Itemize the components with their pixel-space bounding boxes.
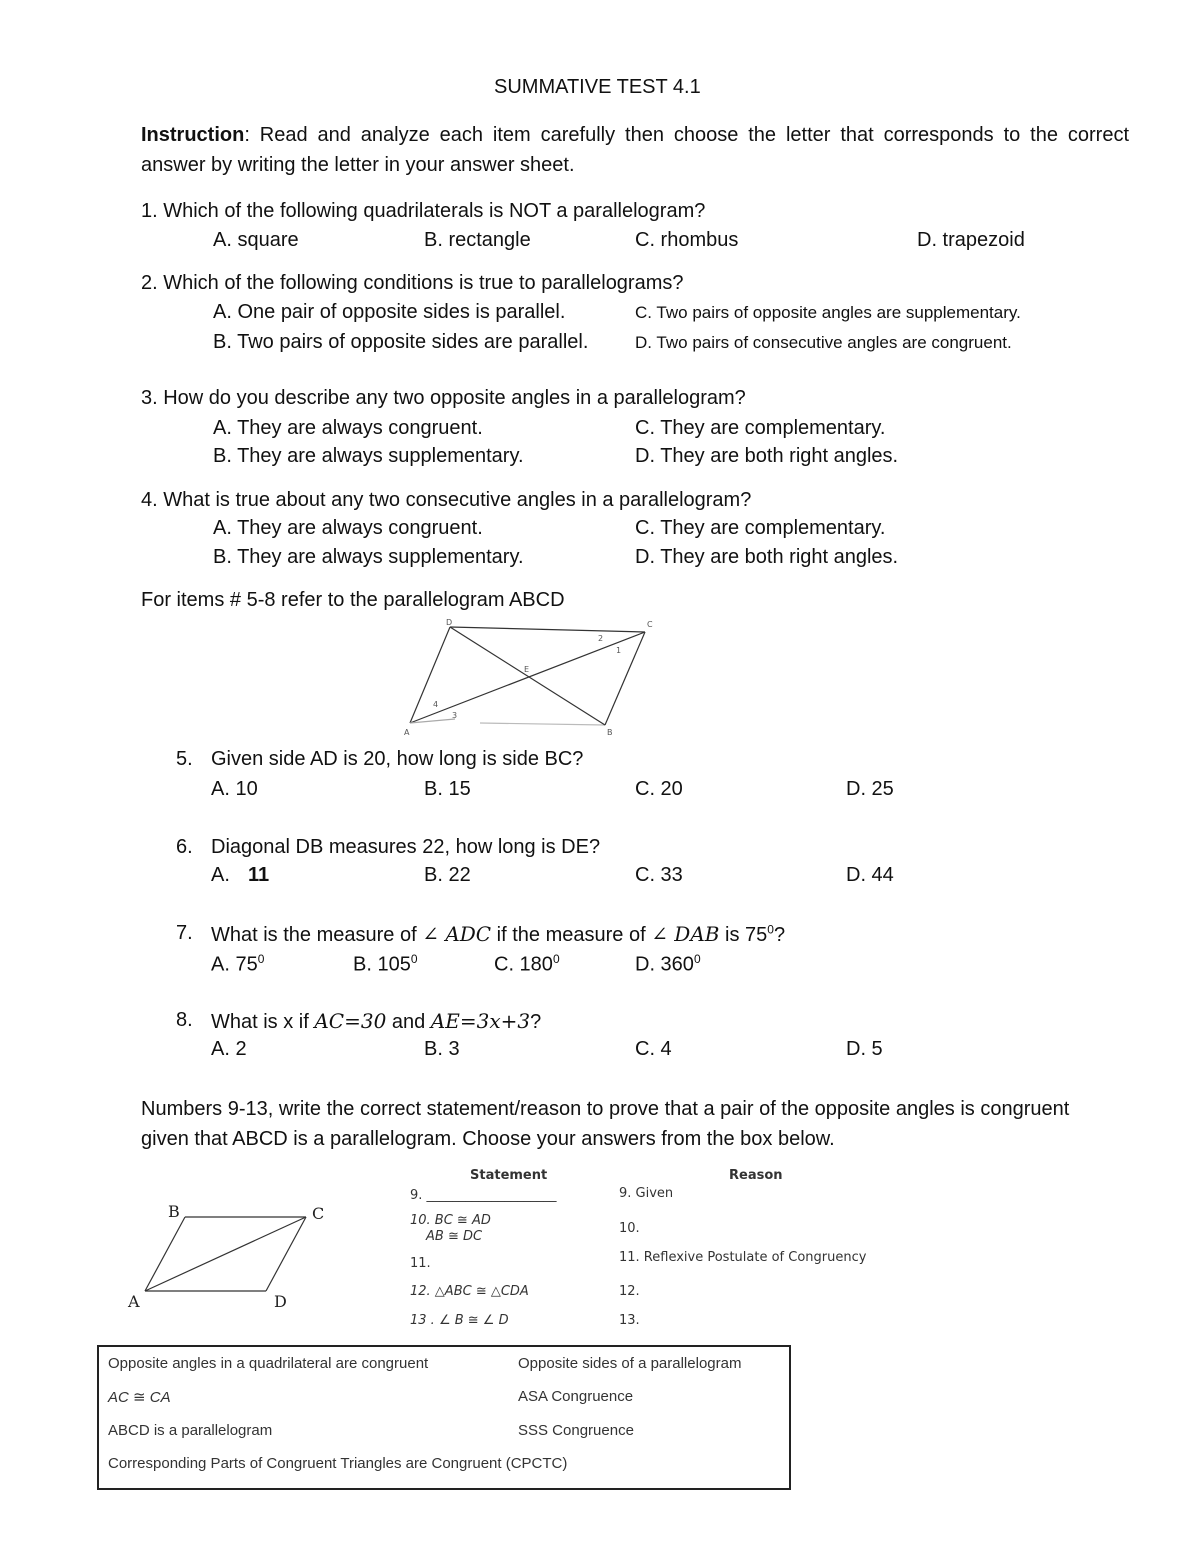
choice-opposite-sides: Opposite sides of a parallelogram — [518, 1355, 742, 1372]
q8-option-b: B. 3 — [424, 1038, 460, 1060]
q7-text-c: if the measure of — [491, 924, 652, 946]
q6-option-b: B. 22 — [424, 864, 471, 886]
question-5-stem: Given side AD is 20, how long is side BC? — [211, 748, 584, 770]
q2-option-d: D. Two pairs of consecutive angles are congruent. — [635, 333, 1012, 352]
reason-9: 9. Given — [619, 1186, 674, 1201]
q7-angle-adc: ∠ ADC — [422, 922, 492, 946]
reason-12[interactable]: 12. — [619, 1284, 640, 1299]
q2-option-a: A. One pair of opposite sides is parallel. — [213, 301, 566, 323]
proof-side-cd — [266, 1217, 306, 1291]
q7-option-c-text: C. 180 — [494, 953, 553, 976]
statement-12: 12. △ABC ≅ △CDA — [410, 1284, 529, 1299]
question-7-stem — [211, 922, 785, 947]
q7-c-degree: 0 — [552, 952, 560, 966]
parallelogram-figure — [400, 615, 670, 740]
angle-2-label: 2 — [598, 634, 604, 643]
q8-text-e: ? — [530, 1011, 542, 1033]
q4-option-a: A. They are always congruent. — [213, 517, 483, 539]
q7-option-b-text: B. 105 — [353, 953, 411, 976]
q7-degree: 0 — [767, 922, 774, 937]
q2-option-b: B. Two pairs of opposite sides are parallel. — [213, 331, 589, 353]
q7-text-e: is 75 — [719, 924, 768, 946]
statement-10: 10. BC ≅ AD — [410, 1213, 491, 1228]
q8-eq-ae: AE=3x+3 — [430, 1009, 531, 1033]
page-title: SUMMATIVE TEST 4.1 — [494, 76, 701, 98]
proof-vertex-b: B — [168, 1202, 180, 1221]
q4-option-d: D. They are both right angles. — [635, 546, 899, 568]
statement-13: 13 . ∠ B ≅ ∠ D — [410, 1313, 509, 1328]
q5-option-c: C. 20 — [635, 778, 683, 800]
q8-eq-ac: AC=30 — [314, 1009, 387, 1033]
diagonal-ac — [410, 632, 645, 723]
vertex-b-label: B — [607, 728, 613, 737]
q7-b-degree: 0 — [410, 952, 418, 966]
vertex-a-label: A — [404, 728, 410, 737]
vertex-d-label: D — [446, 618, 453, 627]
vertex-c-label: C — [647, 620, 653, 629]
choice-ac-congruent-ca: AC ≅ CA — [108, 1389, 171, 1406]
q7-d-degree: 0 — [693, 952, 701, 966]
q7-text-a: What is the measure of — [211, 924, 423, 946]
q7-option-a-text: A. 75 — [211, 953, 258, 976]
question-2-stem: 2. Which of the following conditions is true to parallelograms? — [141, 272, 684, 294]
q6-option-d: D. 44 — [846, 864, 894, 886]
q3-option-a: A. They are always congruent. — [213, 417, 483, 439]
statement-9[interactable]: 9. ____________________ — [410, 1188, 557, 1203]
side-cb — [605, 632, 645, 725]
q3-option-b: B. They are always supplementary. — [213, 445, 524, 467]
reason-13[interactable]: 13. — [619, 1313, 640, 1328]
question-7-number: 7. — [176, 922, 193, 944]
choice-abcd-parallelogram: ABCD is a parallelogram — [108, 1422, 273, 1439]
proof-vertex-d: D — [274, 1292, 287, 1311]
instruction-text: : Read and analyze each item carefully then choose the letter that corresponds to the correct answer by writing the letter in your answer sheet. — [141, 124, 1129, 176]
q4-option-b: B. They are always supplementary. — [213, 546, 524, 568]
q5-option-d: D. 25 — [846, 778, 894, 800]
q8-option-a: A. 2 — [211, 1038, 247, 1060]
q1-option-b: B. rectangle — [424, 229, 531, 251]
refer-text: For items # 5-8 refer to the parallelogram ABCD — [141, 589, 565, 611]
proof-vertex-c: C — [312, 1204, 325, 1223]
question-8-number: 8. — [176, 1009, 193, 1031]
proof-intro: Numbers 9-13, write the correct statement/reason to prove that a pair of the opposite angles is congruent given that ABCD is a parallelogram. Choose your answers from the box below. — [141, 1098, 1070, 1150]
q7-option-a — [211, 952, 264, 977]
angle-1-label: 1 — [616, 646, 622, 655]
q5-option-a: A. 10 — [211, 778, 258, 800]
q8-text-c: and — [386, 1011, 431, 1033]
q8-option-d: D. 5 — [846, 1038, 883, 1060]
diagonal-db — [450, 627, 605, 725]
q1-option-a: A. square — [213, 229, 299, 251]
point-e-label: E — [524, 665, 530, 674]
q7-option-c — [494, 952, 560, 977]
question-8-stem — [211, 1009, 541, 1034]
side-dc — [450, 627, 645, 632]
q8-text-a: What is x if — [211, 1011, 315, 1033]
q1-option-c: C. rhombus — [635, 229, 739, 251]
instruction — [141, 120, 1129, 180]
question-1-stem: 1. Which of the following quadrilaterals is NOT a parallelogram? — [141, 200, 706, 222]
reason-11: 11. Reflexive Postulate of Congruency — [619, 1250, 867, 1265]
q3-option-d: D. They are both right angles. — [635, 445, 899, 467]
statement-11[interactable]: 11. — [410, 1256, 431, 1271]
statement-header: Statement — [470, 1168, 548, 1183]
q7-option-b — [353, 952, 418, 977]
reason-10[interactable]: 10. — [619, 1221, 640, 1236]
q7-option-d-text: D. 360 — [635, 953, 694, 976]
proof-vertex-a: A — [128, 1292, 140, 1311]
q1-option-d: D. trapezoid — [917, 229, 1025, 251]
question-3-stem: 3. How do you describe any two opposite angles in a parallelogram? — [141, 387, 746, 409]
proof-side-ab — [145, 1217, 185, 1291]
q7-angle-dab: ∠ DAB — [651, 922, 720, 946]
q7-text-g: ? — [773, 924, 786, 946]
proof-diagonal-ac — [145, 1217, 306, 1291]
question-5-number: 5. — [176, 748, 193, 770]
statement-10b: AB ≅ DC — [426, 1229, 483, 1244]
q4-option-c: C. They are complementary. — [635, 517, 886, 539]
q7-a-degree: 0 — [257, 952, 265, 966]
proof-parallelogram-figure — [120, 1195, 340, 1315]
angle-4-label: 4 — [433, 700, 439, 709]
q6-option-a-value: 11 — [248, 864, 270, 886]
question-4-stem: 4. What is true about any two consecutive angles in a parallelogram? — [141, 489, 752, 511]
question-6-stem: Diagonal DB measures 22, how long is DE? — [211, 836, 601, 858]
choice-asa: ASA Congruence — [518, 1388, 634, 1405]
question-6-number: 6. — [176, 836, 193, 858]
side-da — [410, 627, 450, 723]
angle-3-label: 3 — [452, 711, 458, 720]
q2-option-c: C. Two pairs of opposite angles are supplementary. — [635, 303, 1021, 322]
instruction-label: Instruction — [141, 124, 245, 146]
q6-option-c: C. 33 — [635, 864, 683, 886]
choice-cpctc: Corresponding Parts of Congruent Triangles are Congruent (CPCTC) — [108, 1455, 568, 1472]
reason-header: Reason — [729, 1168, 783, 1183]
q7-option-d — [635, 952, 701, 977]
side-ab — [480, 723, 605, 725]
choice-sss: SSS Congruence — [518, 1422, 634, 1439]
q8-option-c: C. 4 — [635, 1038, 672, 1060]
choice-opposite-angles: Opposite angles in a quadrilateral are congruent — [108, 1355, 429, 1372]
q5-option-b: B. 15 — [424, 778, 471, 800]
q3-option-c: C. They are complementary. — [635, 417, 886, 439]
q6-option-a: A. — [211, 864, 230, 886]
choices-box — [97, 1345, 791, 1490]
